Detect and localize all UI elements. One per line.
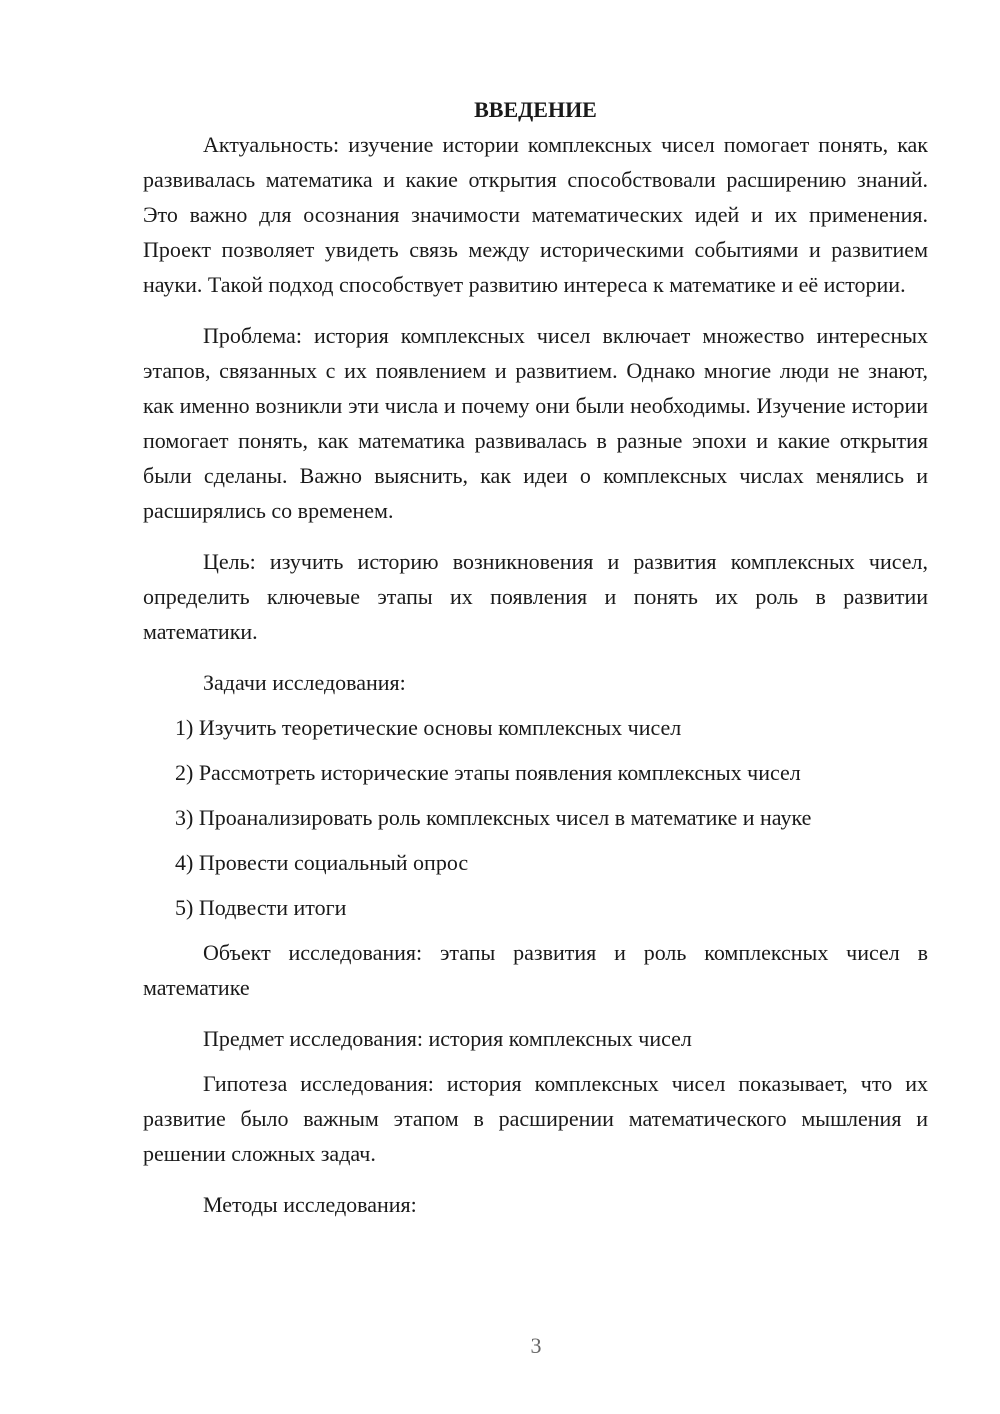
paragraph-goal: Цель: изучить историю возникновения и развития комплексных чисел, определить ключевые этапы их появления и понять их роль в развитии математики. [143, 549, 928, 644]
tasks-list [143, 710, 928, 925]
list-item: 3) Проанализировать роль комплексных чисел в математике и науке [175, 805, 812, 830]
list-item: 2) Рассмотреть исторические этапы появления комплексных чисел [175, 760, 801, 785]
list-item: 5) Подвести итоги [175, 895, 347, 920]
paragraph-problem: Проблема: история комплексных чисел включает множество интересных этапов, связанных с их появлением и развитием. Однако многие люди не знают, как именно возникли эти числа и почему они были необходимы. Изучение истории помогает понять, как математика развивалась в разные эпохи и какие открытия были сделаны. Важно выяснить, как идеи о комплексных числах менялись и расширялись со временем. [143, 323, 928, 523]
section-heading: ВВЕДЕНИЕ [474, 97, 597, 122]
list-item: 1) Изучить теоретические основы комплексных чисел [175, 715, 682, 740]
paragraph-object: Объект исследования: этапы развития и роль комплексных чисел в математике [143, 940, 928, 1000]
list-item: 4) Провести социальный опрос [175, 850, 469, 875]
page-number: 3 [530, 1333, 542, 1358]
tasks-title: Задачи исследования: [203, 670, 406, 695]
paragraph-hypothesis: Гипотеза исследования: история комплексных чисел показывает, что их развитие было важным этапом в расширении математического мышления и решении сложных задач. [143, 1071, 928, 1166]
methods-title: Методы исследования: [203, 1192, 417, 1217]
paragraph-relevance: Актуальность: изучение истории комплексных чисел помогает понять, как развивалась математика и какие открытия способствовали расширению знаний. Это важно для осознания значимости математических идей и их применения. Проект позволяет увидеть связь между историческими событиями и развитием науки. Такой подход способствует развитию интереса к математике и её истории. [143, 132, 928, 297]
document-page [143, 92, 928, 1232]
paragraph-subject: Предмет исследования: история комплексных чисел [203, 1026, 692, 1051]
